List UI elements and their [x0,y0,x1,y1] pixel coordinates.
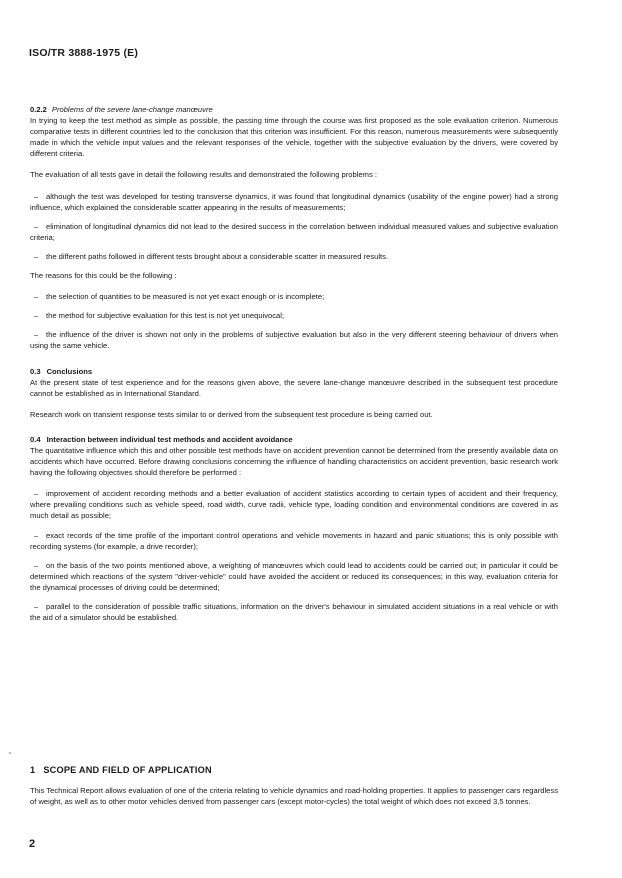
list-item: – the selection of quantities to be measured is not yet exact enough or is incomplete; [30,291,558,302]
document-id: ISO/TR 3888-1975 (E) [29,47,139,59]
paragraph: The reasons for this could be the following : [30,271,177,281]
section-0-4-heading [30,434,558,445]
dash-marker: – [34,251,39,261]
paragraph: In trying to keep the test method as simple as possible, the passing time through the course was first proposed as the sole evaluation criterion. Numerous comparative tests in different countries led to the conclusion that this criterion was insufficient. For this reason, numerous measurements were subsequently made in which the vehicle input values and the relevant responses of the vehicle, together with the subjective evaluation by the drivers, were covered by different criteria. [30,116,558,159]
paragraph: This Technical Report allows evaluation of one of the criteria relating to vehicle dynamics and road-holding properties. It applies to passenger cars regardless of weight, as well as to other motor vehicles derived from passenger cars (except motor-cycles) the total weight of which does not exceed 3,5 tonnes. [30,786,558,807]
dash-marker: – [34,292,39,302]
paragraph: Research work on transient response tests similar to or derived from the subsequent test procedure is being carried out. [30,409,433,419]
dash-marker: – [34,311,39,321]
list-item: – exact records of the time profile of the important control operations and vehicle movements in hazard and panic situations; this is only possible with recording systems (for example, a drive recorder); [30,530,558,551]
section-1-heading [30,765,558,775]
dash-marker: – [34,191,39,201]
dash-marker: – [34,530,39,540]
list-item: – elimination of longitudinal dynamics did not lead to the desired success in the correlation between individual measured values and subjective evaluation criteria; [30,221,558,242]
list-item: – parallel to the consideration of possible traffic situations, information on the driver's behaviour in simulated accident situations in a real vehicle or with the aid of a simulator should be established. [30,602,558,623]
paragraph: The quantitative influence which this and other possible test methods have on accident prevention cannot be determined from the presently available data on accidents which have occurred. Before drawing conclusions concerning the influence of handling characteristics on accident prevention, basic research work having the following objectives should therefore be performed : [30,445,558,478]
list-item: – improvement of accident recording methods and a better evaluation of accident statistics according to certain types of accident and their frequency, where prevailing conditions such as vehicle speed, road width, curve radii, vehicle type, loading condition and environmental conditions are covered in as much detail as possible; [30,489,558,521]
dash-marker: – [34,221,39,231]
dash-marker: – [34,489,39,499]
list-item: – the method for subjective evaluation for this test is not yet unequivocal; [30,310,558,321]
list-item: – the different paths followed in different tests brought about a considerable scatter in measured results. [30,251,558,262]
section-number: 0.4 [30,434,41,444]
page-number: 2 [29,838,36,850]
section-title: Interaction between individual test methods and accident avoidance [46,434,293,444]
dash-marker: – [34,602,39,611]
section-title: Conclusions [46,366,93,376]
section-0-2-2-heading [30,104,558,115]
list-item: – on the basis of the two points mentioned above, a weighting of manœuvres which could lead to accidents could be carried out; in particular it could be determined which reactions of the system "driver-vehicle" could have avoided the accident or reduced its consequences; in this way, evaluation criteria for the dynamical processes of driving could be determined; [30,560,558,592]
section-number: 0.3 [30,366,41,376]
main-content [30,104,558,631]
section-1 [30,765,558,807]
dash-marker: – [34,330,39,340]
list-item: – the influence of the driver is shown not only in the problems of subjective evaluation but also in the very different steering behaviour of drivers when using the same vehicle. [30,330,558,351]
section-number: 0.2.2 [30,105,47,114]
section-title: SCOPE AND FIELD OF APPLICATION [43,765,212,775]
list-item: – although the test was developed for testing transverse dynamics, it was found that longitudinal dynamics (usability of the engine power) had a strong influence, which explained the considerable scatter appearing in the results of measurements; [30,191,558,212]
paragraph: The evaluation of all tests gave in detail the following results and demonstrated the following problems : [30,170,377,180]
paragraph: At the present state of test experience and for the reasons given above, the severe lane-change manœuvre described in the subsequent test procedure cannot be established as in International Standard. [30,377,558,398]
section-number: 1 [30,765,36,775]
dash-marker: – [34,560,39,570]
section-title: Problems of the severe lane-change manœuvre [51,105,213,114]
scan-speck [9,752,11,754]
section-0-3-heading [30,366,558,377]
